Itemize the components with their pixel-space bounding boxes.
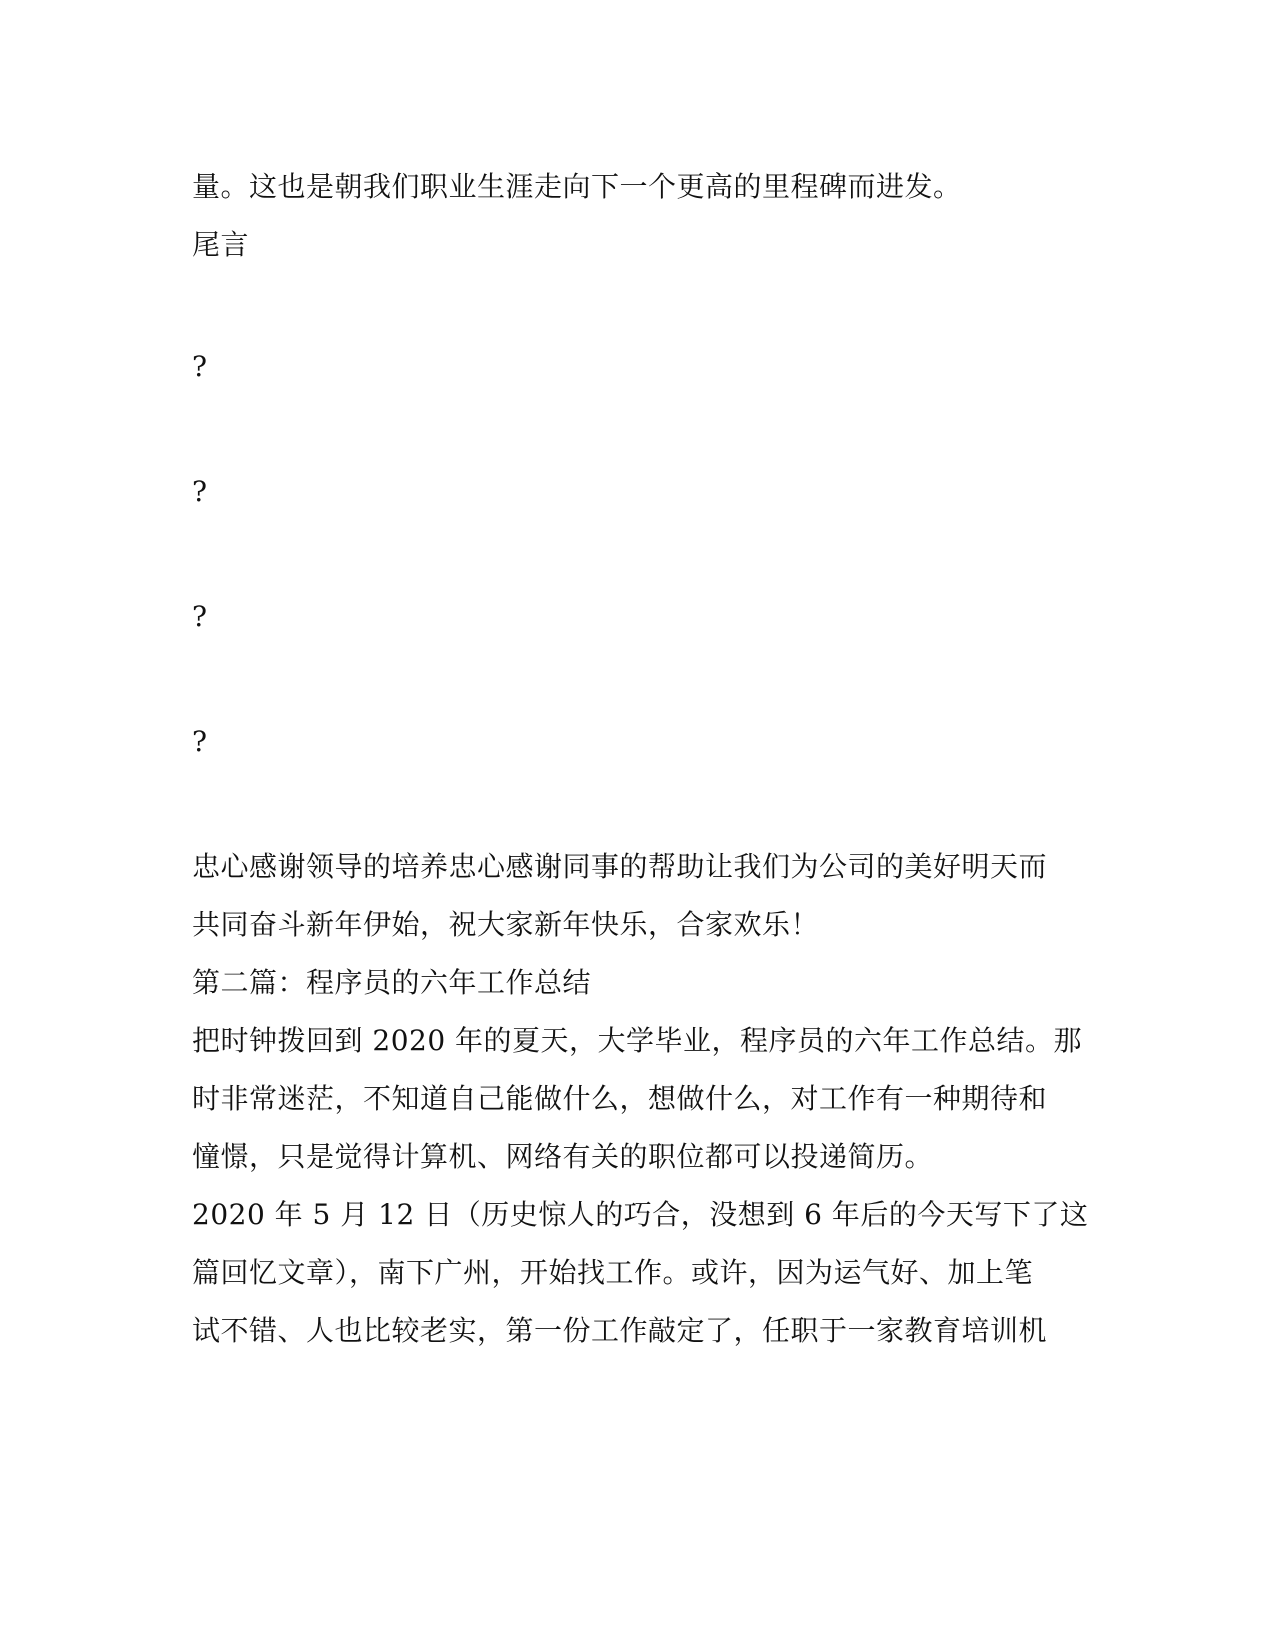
section-heading-part-two: 第二篇：程序员的六年工作总结 (192, 966, 592, 999)
placeholder-glyph: ? (192, 600, 208, 633)
placeholder-glyph: ? (192, 350, 208, 383)
paragraph-line: 2020 年 5 月 12 日（历史惊人的巧合，没想到 6 年后的今天写下了这 (192, 1198, 1089, 1231)
section-heading-epilogue: 尾言 (192, 228, 250, 261)
paragraph-line: 篇回忆文章），南下广州，开始找工作。或许，因为运气好、加上笔 (192, 1256, 1034, 1289)
paragraph-line: 量。这也是朝我们职业生涯走向下一个更高的里程碑而进发。 (192, 170, 962, 203)
paragraph-line: 时非常迷茫，不知道自己能做什么，想做什么，对工作有一种期待和 (192, 1082, 1048, 1115)
paragraph-line: 共同奋斗新年伊始，祝大家新年快乐，合家欢乐！ (192, 908, 820, 941)
placeholder-glyph: ? (192, 725, 208, 758)
placeholder-glyph: ? (192, 475, 208, 508)
paragraph-line: 试不错、人也比较老实，第一份工作敲定了，任职于一家教育培训机 (192, 1314, 1048, 1347)
paragraph-line: 憧憬，只是觉得计算机、网络有关的职位都可以投递简历。 (192, 1140, 934, 1173)
paragraph-line: 忠心感谢领导的培养忠心感谢同事的帮助让我们为公司的美好明天而 (192, 850, 1048, 883)
paragraph-line: 把时钟拨回到 2020 年的夏天，大学毕业，程序员的六年工作总结。那 (192, 1024, 1083, 1057)
